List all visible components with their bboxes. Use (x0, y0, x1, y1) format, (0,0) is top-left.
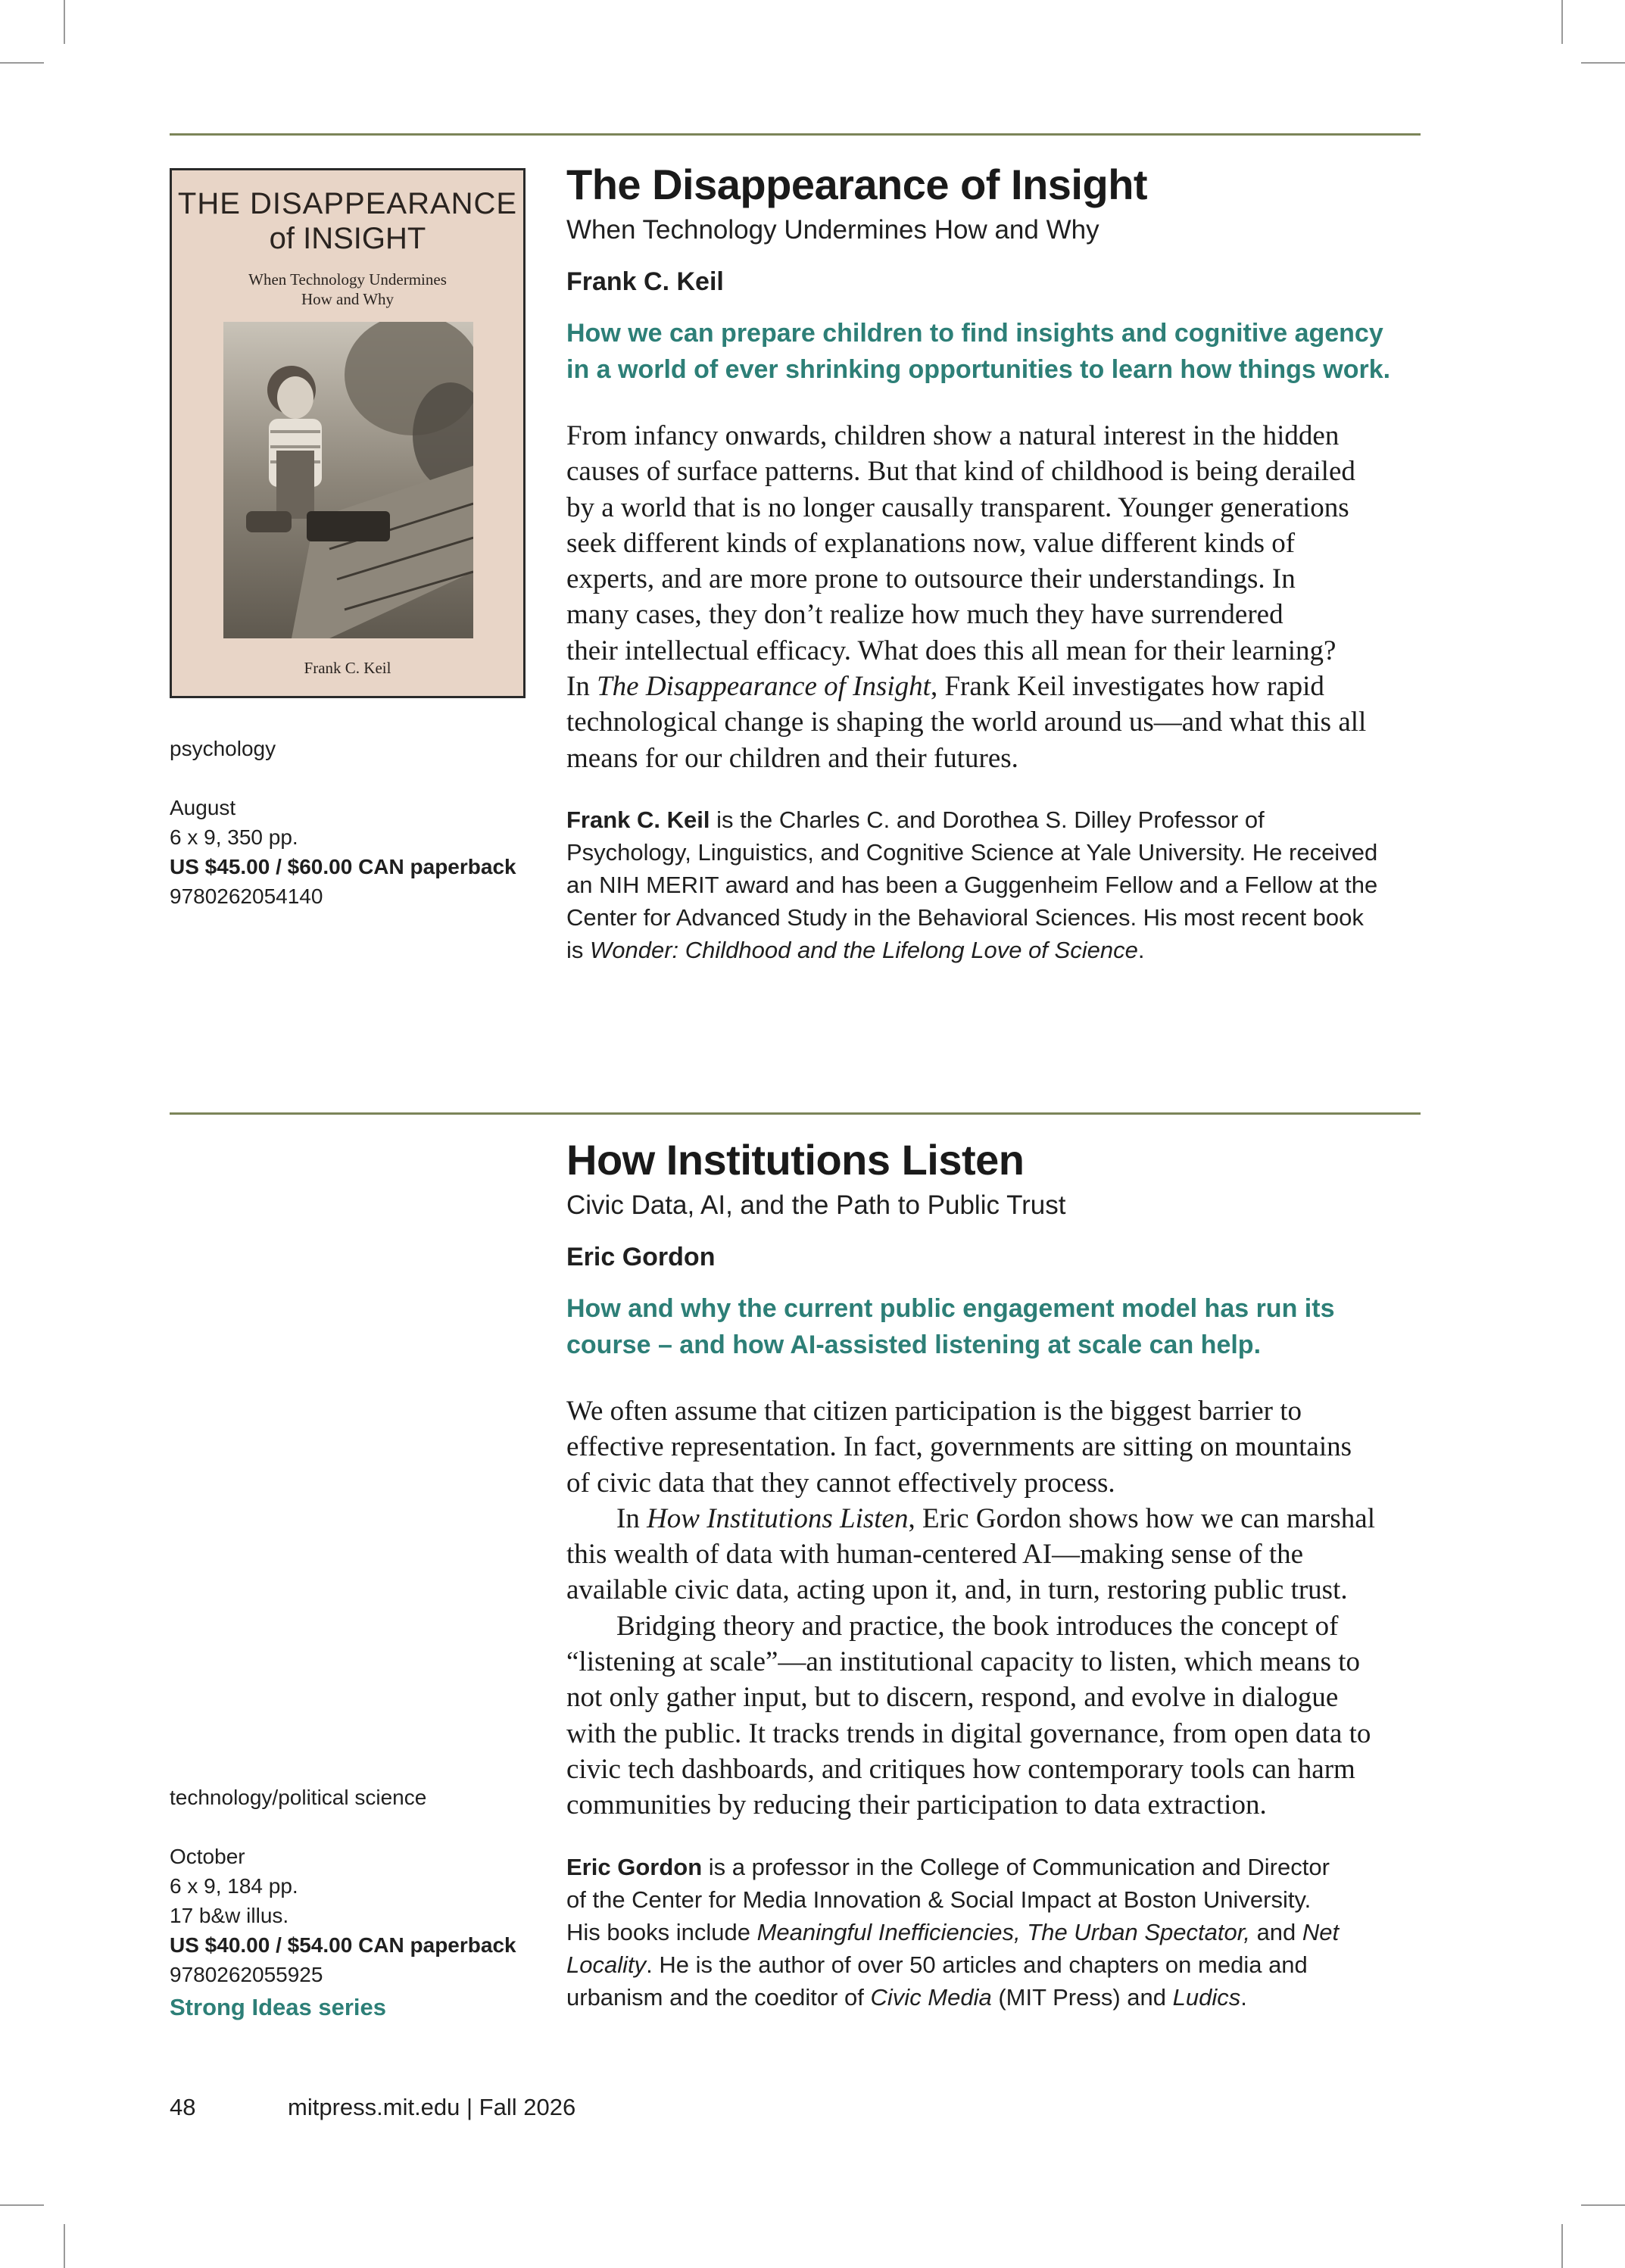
crop-mark (64, 0, 65, 44)
isbn: 9780262054140 (170, 884, 323, 908)
cover-subtitle: When Technology Undermines (248, 270, 447, 289)
book-meta (170, 734, 533, 911)
book-description: From infancy onwards, children show a natural interest in the hidden causes of surface patterns. But that kind of childhood is being derailed by a world that is no longer causally transparent. Younger generations seek different kinds of explanations now, value different kinds of experts, and are more prone to outsource their understandings. In many cases, they don’t realize how much they have surrendered their intellectual efficacy. What does this all mean for their learning? In The Disappearance of Insight, Frank Keil investigates how rapid technological change is shaping the world around us—and what this all means for our children and their futures. (566, 420, 1367, 774)
section-divider (170, 133, 1421, 136)
price: US $45.00 / $60.00 CAN paperback (170, 855, 516, 878)
book-author: Eric Gordon (566, 1243, 716, 1271)
author-bio: Frank C. Keil is the Charles C. and Dorothea S. Dilley Professor of Psychology, Linguistics, and Cognitive Science at Yale University. He received an NIH MERIT award and has been a Guggenheim Fellow and a Fellow at the Center for Advanced Study in the Behavioral Sciences. His most recent book is Wonder: Childhood and the Lifelong Love of Science. (566, 806, 1378, 963)
cover-subtitle: How and Why (301, 290, 395, 308)
isbn: 9780262055925 (170, 1963, 323, 1986)
crop-mark (1581, 2204, 1625, 2206)
cover-title: of INSIGHT (269, 222, 426, 255)
book-description: We often assume that citizen participation is the biggest barrier to effective representation. In fact, governments are sitting on mountains of civic data that they cannot effectively process. In How Institutions Listen, Eric Gordon shows how we can marshal this wealth of data with human-centered AI—making sense of the available civic data, acting upon it, and, in turn, restoring public trust. Bridging theory and practice, the book introduces the concept of “listening at scale”—an institutional capacity to listen, which means to not only gather input, but to discern, respond, and evolve in dialogue with the public. It tracks trends in digital governance, from open data to civic tech dashboards, and critiques how contemporary tools can harm communities by reducing their participation to data extraction. (566, 1396, 1375, 1821)
cover-photo (223, 322, 473, 638)
book-title: The Disappearance of Insight (566, 161, 1148, 208)
book-entry (566, 161, 1422, 966)
section-divider (170, 1112, 1421, 1115)
specs: 6 x 9, 184 pp. (170, 1874, 298, 1898)
book-pitch: How we can prepare children to find insights and cognitive agency in a world of ever shrinking opportunities to learn how things work. (566, 319, 1391, 384)
crop-mark (1581, 62, 1625, 64)
pub-month: August (170, 796, 236, 819)
book-title: How Institutions Listen (566, 1136, 1025, 1184)
category: psychology (170, 737, 276, 760)
cover-author: Frank C. Keil (304, 659, 391, 677)
author-bio: Eric Gordon is a professor in the College of Communication and Director of the Center for Media Innovation & Social Impact at Boston University. His books include Meaningful Inefficiencies, The Urban Spectator, and Net Locality. He is the author of over 50 articles and chapters on media and urbanism and the coeditor of Civic Media (MIT Press) and Ludics. (566, 1853, 1340, 2011)
cover-title: THE DISAPPEARANCE (177, 187, 518, 220)
price: US $40.00 / $54.00 CAN paperback (170, 1933, 516, 1957)
book-author: Frank C. Keil (566, 267, 724, 296)
illustrations: 17 b&w illus. (170, 1904, 289, 1927)
book-subtitle: Civic Data, AI, and the Path to Public Trust (566, 1190, 1066, 1220)
book-entry (566, 1136, 1422, 2014)
category: technology/political science (170, 1786, 427, 1809)
crop-mark (1561, 0, 1563, 44)
book-pitch: How and why the current public engagement model has run its course – and how AI-assisted listening at scale can help. (566, 1294, 1335, 1359)
book-meta (170, 1783, 533, 2022)
footer-site[interactable]: mitpress.mit.edu | Fall 2026 (288, 2094, 576, 2120)
crop-mark (1561, 2224, 1563, 2268)
book-subtitle: When Technology Undermines How and Why (566, 215, 1099, 245)
crop-mark (0, 62, 44, 64)
series-link[interactable]: Strong Ideas series (170, 1994, 387, 2020)
page-number: 48 (170, 2094, 196, 2120)
crop-mark (64, 2224, 65, 2268)
pub-month: October (170, 1845, 245, 1868)
specs: 6 x 9, 350 pp. (170, 825, 298, 849)
crop-mark (0, 2204, 44, 2206)
book-cover (170, 168, 526, 698)
